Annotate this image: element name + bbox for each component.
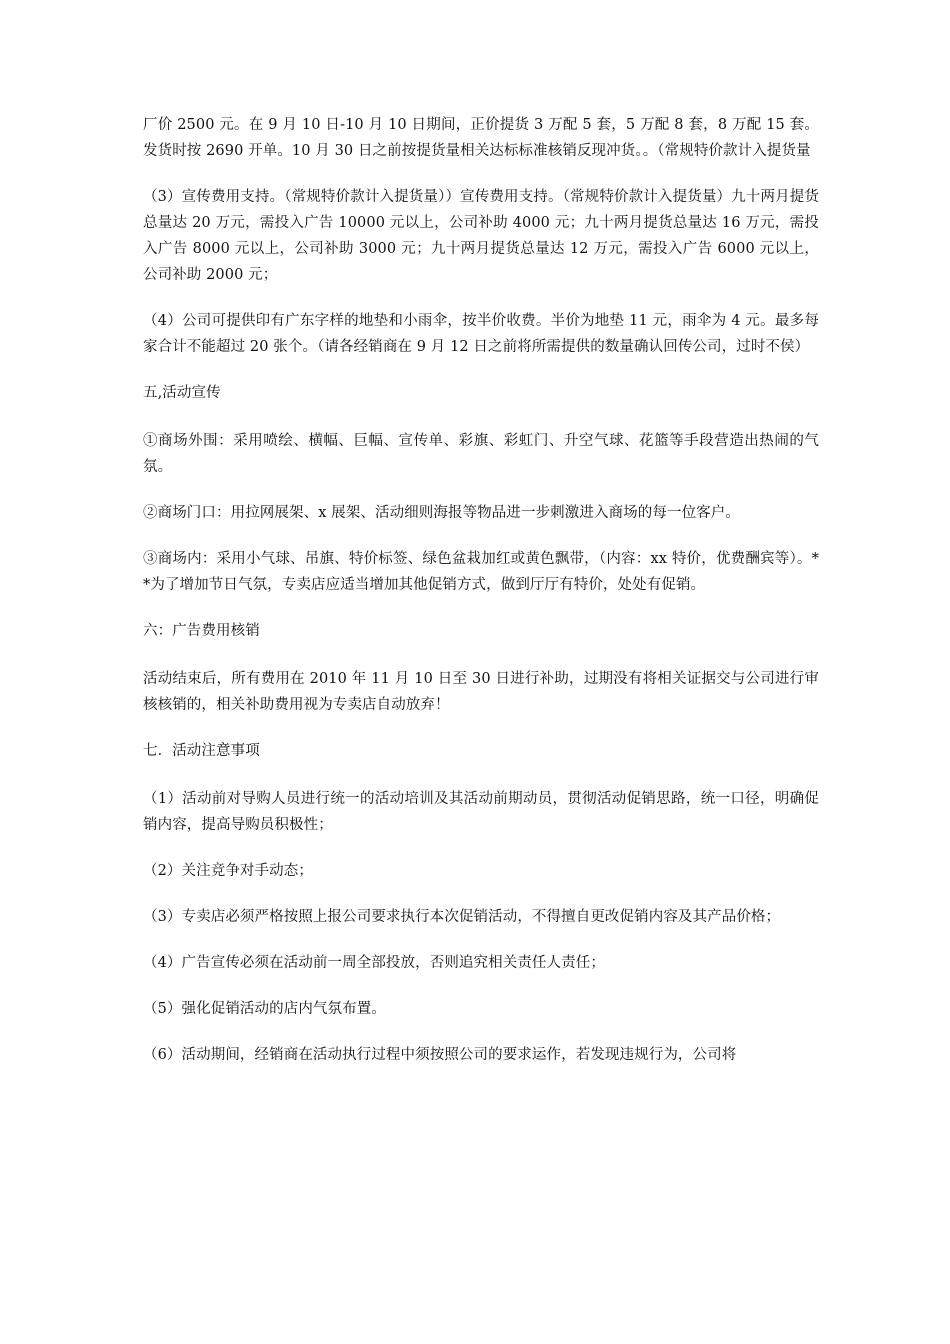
- paragraph-price-policy: 厂价 2500 元。在 9 月 10 日-10 月 10 日期间，正价提货 3 万配 5 套，5 万配 8 套，8 万配 15 套。发货时按 2690 开单。10 月 30 日之前按提货量相关达标标准核销反现冲货。。（常规特价款计入提货量: [143, 117, 819, 159]
- section-heading-notes: 七．活动注意事项: [143, 743, 260, 759]
- paragraph-mall-interior: ③商场内：采用小气球、吊旗、特价标签、绿色盆栽加红或黄色飘带，（内容：xx 特价，优费酬宾等）。**为了增加节日气氛，专卖店应适当增加其他促销方式，做到厅厅有特价，处处有促销。: [143, 551, 819, 593]
- paragraph-mat-umbrella: （4）公司可提供印有广东字样的地垫和小雨伞，按半价收费。半价为地垫 11 元，雨伞为 4 元。最多每家合计不能超过 20 张个。（请各经销商在 9 月 12 日之前将所需提供的数量确认回传公司，过时不侯）: [143, 313, 819, 355]
- document-body: [143, 112, 819, 1088]
- section-heading-ad-verification: 六：广告费用核销: [143, 623, 260, 639]
- list-item-note-3: （3）专卖店必须严格按照上报公司要求执行本次促销活动，不得擅自更改促销内容及其产品价格；: [143, 909, 781, 925]
- list-item-note-2: （2）关注竞争对手动态；: [143, 863, 313, 879]
- section-heading-promotion: 五,活动宣传: [143, 385, 221, 401]
- paragraph-mall-exterior: ①商场外围：采用喷绘、横幅、巨幅、宣传单、彩旗、彩虹门、升空气球、花篮等手段营造出热闹的气氛。: [143, 433, 819, 475]
- list-item-note-4: （4）广告宣传必须在活动前一周全部投放，否则追究相关责任人责任；: [143, 955, 605, 971]
- paragraph-ad-verification: 活动结束后，所有费用在 2010 年 11 月 10 日至 30 日进行补助，过期没有将相关证据交与公司进行审核核销的，相关补助费用视为专卖店自动放弃！: [143, 671, 819, 713]
- list-item-note-1: （1）活动前对导购人员进行统一的活动培训及其活动前期动员，贯彻活动促销思路，统一口径，明确促销内容，提高导购员积极性；: [143, 791, 819, 833]
- list-item-note-5: （5）强化促销活动的店内气氛布置。: [143, 1001, 386, 1017]
- paragraph-advertising-support: （3）宣传费用支持。（常规特价款计入提货量））宣传费用支持。（常规特价款计入提货量）九十两月提货总量达 20 万元，需投入广告 10000 元以上，公司补助 4000 元；九十两月提货总量达 16 万元，需投入广告 8000 元以上，公司补助 3000 元；九十两月提货总量达 12 万元，需投入广告 6000 元以上，公司补助 2000 元；: [143, 189, 819, 283]
- paragraph-mall-entrance: ②商场门口：用拉网展架、x 展架、活动细则海报等物品进一步刺激进入商场的每一位客户。: [143, 505, 740, 521]
- list-item-note-6: （6）活动期间，经销商在活动执行过程中须按照公司的要求运作，若发现违规行为，公司将: [143, 1047, 737, 1063]
